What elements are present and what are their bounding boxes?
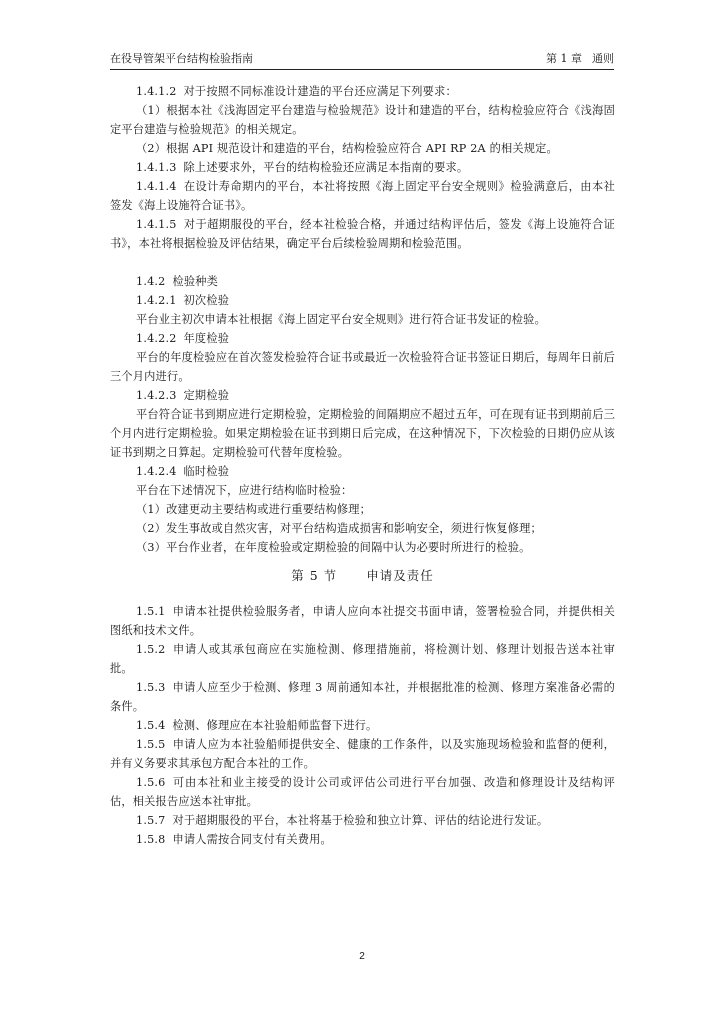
clause-paragraph (110, 735, 615, 773)
clause-number: 1.5.6 (136, 776, 166, 789)
document-body (110, 82, 615, 849)
clause-text: 平台的年度检验应在首次签发检验符合证书或最近一次检验符合证书签证日期后，每周年日前后三个月内进行。 (110, 351, 615, 383)
clause-number: 1.4.2.3 (136, 389, 177, 402)
clause-text: （1）根据本社《浅海固定平台建造与检验规范》设计和建造的平台，结构检验应符合《浅海固定平台建造与检验规范》的相关规定。 (110, 104, 615, 136)
clause-paragraph (110, 716, 615, 735)
clause-text: 可由本社和业主接受的设计公司或评估公司进行平台加强、改造和修理设计及结构评估，相关报告应送本社审批。 (110, 776, 615, 808)
body-paragraph (110, 519, 615, 538)
clause-paragraph (110, 811, 615, 830)
clause-number: 1.5.7 (136, 814, 166, 827)
clause-text: 年度检验 (183, 332, 230, 345)
clause-paragraph (110, 177, 615, 215)
clause-number: 1.4.2.4 (136, 465, 177, 478)
clause-text: 检测、修理应在本社验船师监督下进行。 (172, 719, 378, 732)
clause-paragraph (110, 291, 615, 310)
section-heading (110, 566, 615, 585)
clause-number: 1.5.4 (136, 719, 166, 732)
page-header (110, 50, 614, 70)
clause-number: 1.4.2.2 (136, 332, 177, 345)
body-paragraph (110, 101, 615, 139)
clause-text: （3）平台作业者，在年度检验或定期检验的间隔中认为必要时所进行的检验。 (136, 541, 531, 554)
clause-text: 对于超期服役的平台，经本社检验合格，并通过结构评估后，签发《海上设施符合证书》，本社将根据检验及评估结果，确定平台后续检验周期和检验范围。 (110, 218, 615, 250)
clause-number: 1.4.1.5 (136, 218, 177, 231)
clause-paragraph (110, 773, 615, 811)
clause-paragraph (110, 678, 615, 716)
clause-text: （2）根据 API 规范设计和建造的平台，结构检验应符合 API RP 2A 的相关规定。 (136, 142, 558, 155)
clause-paragraph (110, 462, 615, 481)
body-paragraph (110, 348, 615, 386)
clause-paragraph (110, 602, 615, 640)
clause-text: 对于按照不同标准设计建造的平台还应满足下列要求： (183, 85, 457, 98)
clause-number: 1.4.2.1 (136, 294, 177, 307)
clause-number: 1.5.3 (136, 681, 166, 694)
clause-paragraph (110, 82, 615, 101)
body-paragraph (110, 310, 615, 329)
clause-paragraph (110, 329, 615, 348)
clause-number: 1.5.5 (136, 738, 166, 751)
clause-text: 申请人需按合同支付有关费用。 (172, 833, 332, 846)
clause-number: 1.5.8 (136, 833, 166, 846)
document-title: 在役导管架平台结构检验指南 (110, 52, 253, 65)
clause-number: 1.4.1.3 (136, 161, 177, 174)
clause-number: 1.4.1.2 (136, 85, 177, 98)
clause-paragraph (110, 158, 615, 177)
body-paragraph (110, 405, 615, 462)
clause-text: 申请人应至少于检测、修理 3 周前通知本社，并根据批准的检测、修理方案准备必需的条件。 (110, 681, 615, 713)
clause-paragraph (110, 215, 615, 253)
clause-text: 平台在下述情况下，应进行结构临时检验： (136, 484, 353, 497)
body-paragraph (110, 500, 615, 519)
clause-text: 申请人应为本社验船师提供安全、健康的工作条件，以及实施现场检验和监督的便利，并有义务要求其承包方配合本社的工作。 (110, 738, 615, 770)
clause-text: 临时检验 (183, 465, 230, 478)
clause-paragraph (110, 272, 615, 291)
body-paragraph (110, 481, 615, 500)
chapter-title: 通则 (592, 52, 614, 65)
body-paragraph (110, 139, 615, 158)
clause-text: 对于超期服役的平台，本社将基于检验和独立计算、评估的结论进行发证。 (172, 814, 549, 827)
clause-text: 检验种类 (172, 275, 219, 288)
clause-number: 1.5.2 (136, 643, 166, 656)
clause-text: （1）改建更动主要结构或进行重要结构修理； (136, 503, 372, 516)
chapter-number: 第 1 章 (546, 52, 582, 65)
chapter-label (546, 50, 614, 66)
page-number: 2 (359, 951, 365, 962)
clause-number: 1.4.2 (136, 275, 166, 288)
clause-number: 1.4.1.4 (136, 180, 177, 193)
clause-text: 平台业主初次申请本社根据《海上固定平台安全规则》进行符合证书发证的检验。 (136, 313, 546, 326)
clause-text: （2）发生事故或自然灾害，对平台结构造成损害和影响安全，须进行恢复修理； (136, 522, 542, 535)
clause-number: 1.5.1 (136, 605, 166, 618)
section-title: 申请及责任 (366, 568, 434, 583)
clause-text: 初次检验 (183, 294, 230, 307)
clause-text: 在设计寿命期内的平台，本社将按照《海上固定平台安全规则》检验满意后，由本社签发《海上设施符合证书》。 (110, 180, 615, 212)
section-number: 第 5 节 (291, 568, 338, 583)
clause-paragraph (110, 640, 615, 678)
clause-paragraph (110, 386, 615, 405)
clause-text: 申请人或其承包商应在实施检测、修理措施前，将检测计划、修理计划报告送本社审批。 (110, 643, 615, 675)
clause-paragraph (110, 830, 615, 849)
clause-text: 定期检验 (183, 389, 230, 402)
clause-text: 除上述要求外，平台的结构检验还应满足本指南的要求。 (183, 161, 469, 174)
clause-text: 申请本社提供检验服务者，申请人应向本社提交书面申请，签署检验合同，并提供相关图纸和技术文件。 (110, 605, 615, 637)
clause-text: 平台符合证书到期应进行定期检验，定期检验的间隔期应不超过五年，可在现有证书到期前后三个月内进行定期检验。如果定期检验在证书到期日后完成，在这种情况下，下次检验的日期仍应从该证书到期之日算起。定期检验可代替年度检验。 (110, 408, 615, 459)
body-paragraph (110, 538, 615, 557)
